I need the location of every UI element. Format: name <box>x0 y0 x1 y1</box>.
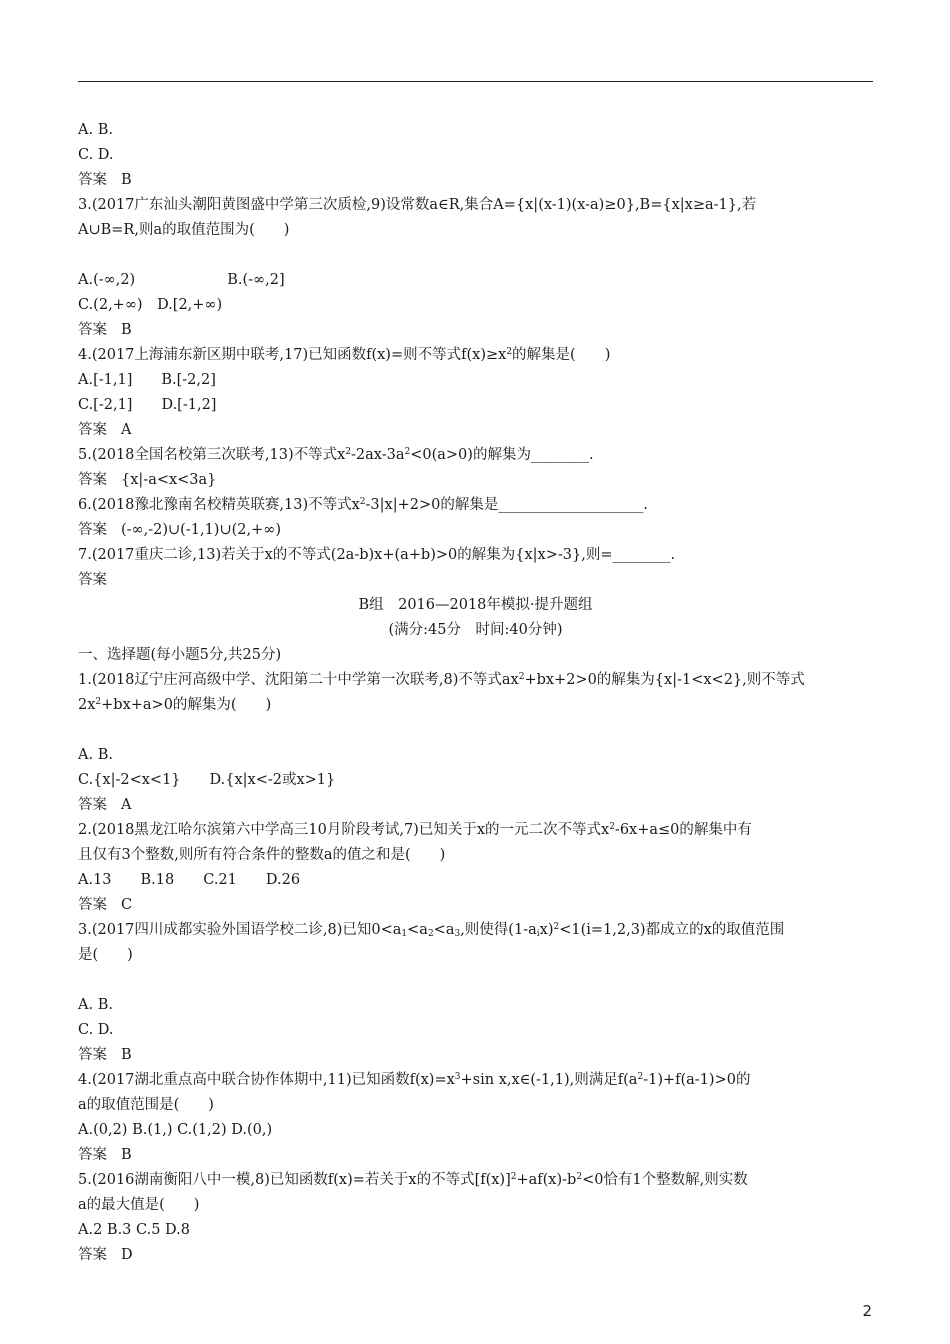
options-line: A. B. <box>78 122 113 138</box>
b-question-1-line-2: $2x^2+bx+a>0$的解集为( ) <box>78 697 272 713</box>
options-line: C.(2,+∞) D.[2,+∞) <box>78 297 223 313</box>
answer-line: 答案 (-∞,-2)∪(-1,1)∪(2,+∞) <box>78 522 281 538</box>
question-3-line-2: A∪B=R,则a的取值范围为( ) <box>78 222 290 238</box>
section-title: B组 2016—2018年模拟·提升题组 <box>358 597 593 613</box>
options-line: C.{x|-2<x<1} D.{x|x<-2或x>1} <box>78 772 336 788</box>
question-7-line: 7.(2017重庆二诊,13)若关于x的不等式(2a-b)x+(a+b)>0的解集为{x|x>-3},则=________. <box>78 547 676 563</box>
spacer <box>78 718 873 743</box>
b-question-4-line-2: a的取值范围是( ) <box>78 1097 214 1113</box>
page-number: 2 <box>862 1302 872 1320</box>
answer-line: 答案 D <box>78 1247 133 1263</box>
answer-line: 答案 C <box>78 897 133 913</box>
b-question-3-line-1: 3.(2017四川成都实验外国语学校二诊,8)已知$0<a_1<a_2<a_3$,则使得$(1-a_ix)^2<1(i=1,2,3)$都成立的x的取值范围 <box>78 922 785 939</box>
options-line: A. B. <box>78 747 113 763</box>
answer-line: 答案 B <box>78 1147 132 1163</box>
b-question-3-line-2: 是( ) <box>78 947 133 963</box>
options-line: A.(-∞,2) B.(-∞,2] <box>78 272 285 288</box>
section-subtitle: (满分:45分 时间:40分钟) <box>388 622 563 638</box>
options-line: A. B. <box>78 997 113 1013</box>
answer-line: 答案 A <box>78 422 132 438</box>
b-question-5-line-1: 5.(2016湖南衡阳八中一模,8)已知函数f(x)=若关于x的不等式$[f(x)]^2+af(x)-b^2<0$恰有1个整数解,则实数 <box>78 1172 748 1188</box>
question-5-line: 5.(2018全国名校第三次联考,13)不等式$x^2-2ax-3a^2<0(a>0)$的解集为________. <box>78 447 594 463</box>
answer-line: 答案 B <box>78 1047 132 1063</box>
options-line: A.(0,2) B.(1,) C.(1,2) D.(0,) <box>78 1122 273 1138</box>
answer-line: 答案 A <box>78 797 132 813</box>
header-rule <box>78 81 873 82</box>
b-question-2-line-1: 2.(2018黑龙江哈尔滨第六中学高三10月阶段考试,7)已知关于x的一元二次不等式$x^2-6x+a\le 0$的解集中有 <box>78 822 752 838</box>
options-line: A.13 B.18 C.21 D.26 <box>78 872 301 888</box>
answer-line: 答案 <box>78 572 107 588</box>
b-question-2-line-2: 且仅有3个整数,则所有符合条件的整数a的值之和是( ) <box>78 847 446 863</box>
question-4-line: 4.(2017上海浦东新区期中联考,17)已知函数f(x)=则不等式$f(x)\ge x^2$的解集是( ) <box>78 347 611 363</box>
b-question-4-line-1: 4.(2017湖北重点高中联合协作体期中,11)已知函数$f(x)=x^3+\sin$ x,x∈(-1,1),则满足$f(a^2-1)+f(a-1)>0$的 <box>78 1072 751 1088</box>
b-question-1-line-1: 1.(2018辽宁庄河高级中学、沈阳第二十中学第一次联考,8)不等式$ax^2+bx+2>0$的解集为{x|-1<x<2},则不等式 <box>78 672 805 688</box>
answer-line: 答案 B <box>78 322 132 338</box>
options-line: C. D. <box>78 147 114 163</box>
options-line: C. D. <box>78 1022 114 1038</box>
answer-line: 答案 B <box>78 168 873 193</box>
section-heading: 一、选择题(每小题5分,共25分) <box>78 647 282 663</box>
question-6-line: 6.(2018豫北豫南名校精英联赛,13)不等式$x^2-3|x|+2>0$的解集是____________________. <box>78 497 648 513</box>
b-question-5-line-2: a的最大值是( ) <box>78 1197 200 1213</box>
spacer <box>78 243 873 268</box>
question-3-line-1: 3.(2017广东汕头潮阳黄图盛中学第三次质检,9)设常数a∈R,集合A={x|(x-1)(x-a)≥0},B={x|x≥a-1},若 <box>78 197 757 213</box>
options-line: C.[-2,1] D.[-1,2] <box>78 397 217 413</box>
options-line: A.[-1,1] B.[-2,2] <box>78 372 216 388</box>
answer-line: 答案 {x|-a<x<3a} <box>78 472 217 488</box>
answer-label: 答案 <box>78 172 107 188</box>
document-body <box>78 118 873 1268</box>
options-line: A.2 B.3 C.5 D.8 <box>78 1222 190 1238</box>
spacer <box>78 968 873 993</box>
